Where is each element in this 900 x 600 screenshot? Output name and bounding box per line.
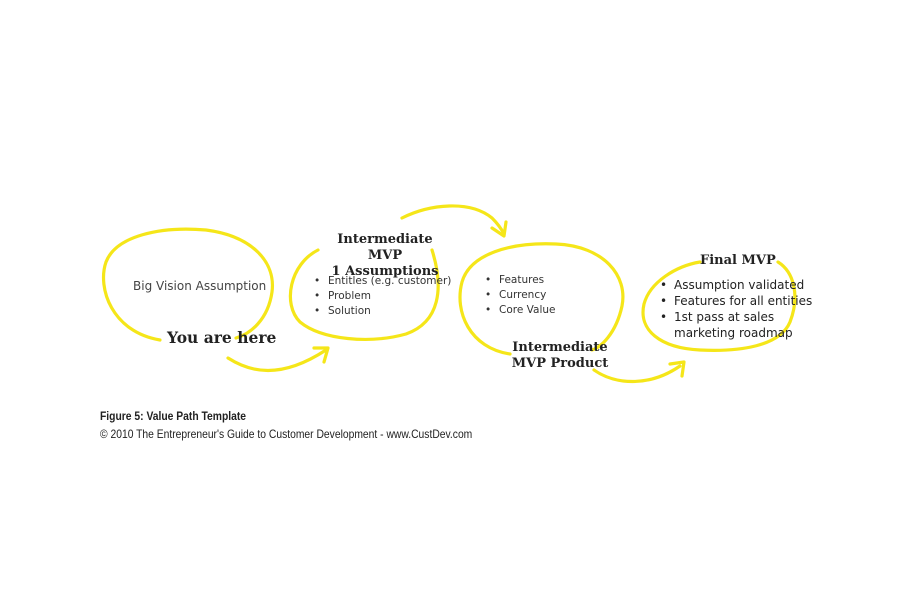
intermediate-mvp-list bbox=[314, 274, 451, 319]
list-item: • Entitles (e.g. customer) bbox=[314, 274, 451, 289]
list-item: • Solution bbox=[314, 304, 451, 319]
figure-caption-title: Figure 5: Value Path Template bbox=[100, 409, 247, 423]
connector-arrow-2 bbox=[402, 206, 504, 234]
big-vision-title: Big Vision Assumption bbox=[133, 279, 267, 293]
connector-arrow-1 bbox=[228, 350, 326, 371]
list-item: • Features for all entities bbox=[660, 293, 812, 309]
list-item: • Assumption validated bbox=[660, 277, 812, 293]
list-item: • Currency bbox=[485, 288, 555, 303]
final-mvp-list bbox=[660, 277, 812, 341]
figure-caption-text: © 2010 The Entrepreneur's Guide to Customer Development - www.CustDev.com bbox=[100, 427, 473, 441]
you-are-here-label: You are here bbox=[167, 328, 277, 347]
list-item: • Features bbox=[485, 273, 555, 288]
list-item: • 1st pass at sales marketing roadmap bbox=[660, 309, 812, 341]
final-mvp-title: Final MVP bbox=[700, 253, 776, 268]
features-list bbox=[485, 273, 555, 318]
list-item: • Problem bbox=[314, 289, 451, 304]
list-item: • Core Value bbox=[485, 303, 555, 318]
intermediate-mvp-product-title: Intermediate MVP Product bbox=[511, 340, 609, 371]
intermediate-mvp-title: Intermediate MVP 1 Assumptions bbox=[331, 232, 439, 279]
